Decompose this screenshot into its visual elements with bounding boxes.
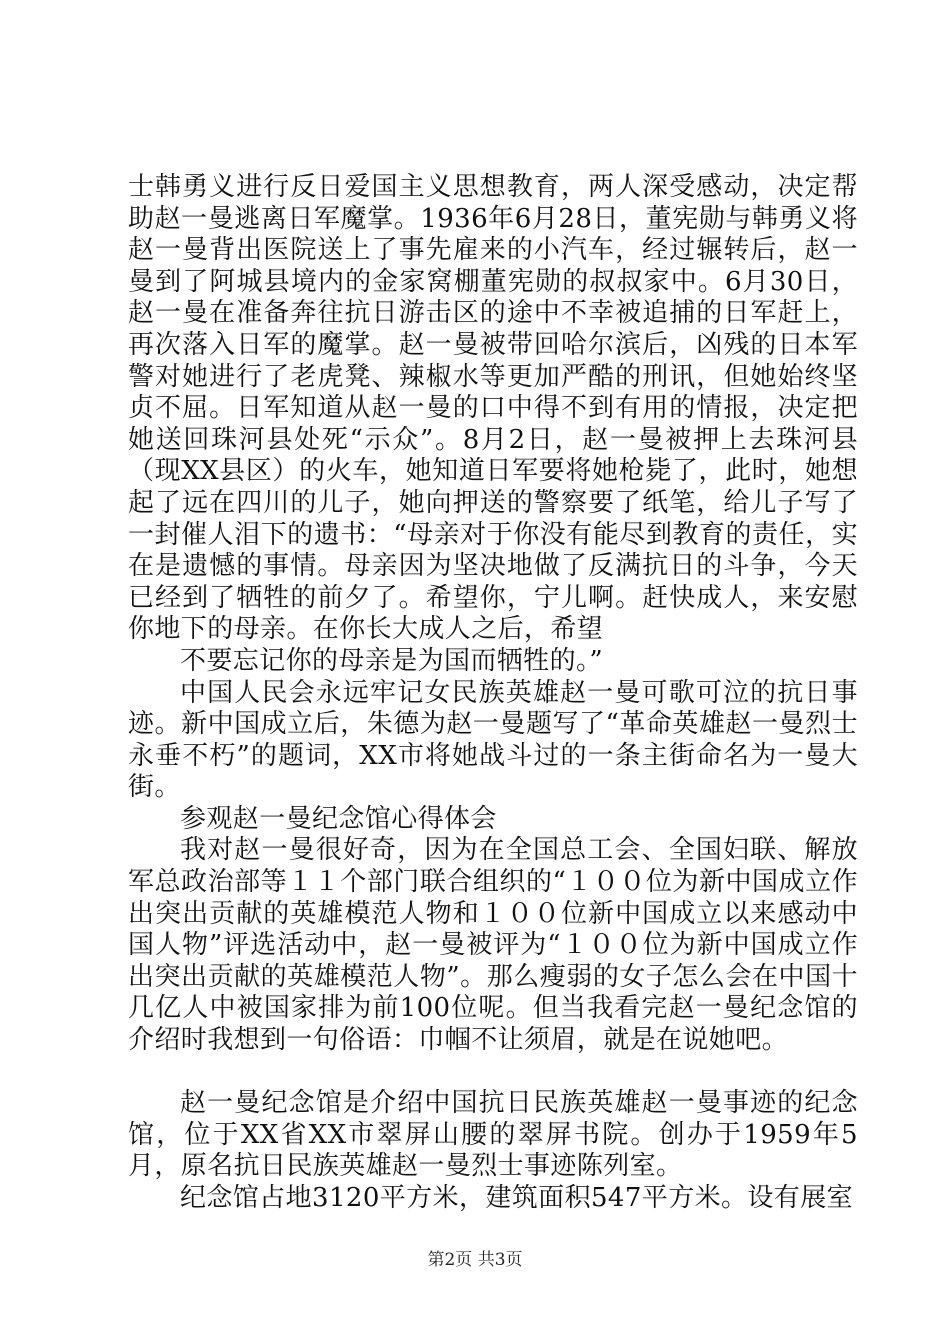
paragraph-continuation: 士韩勇义进行反日爱国主义思想教育，两人深受感动，决定帮助赵一曼逃离日军魔掌。1936年6月28日，董宪勋与韩勇义将赵一曼背出医院送上了事先雇来的小汽车，经过辗转后，赵一曼到了阿城县境内的金家窝棚董宪勋的叔叔家中。6月30日，赵一曼在准备奔往抗日游击区的途中不幸被追捕的日军赶上，再次落入日军的魔掌。赵一曼被带回哈尔滨后，凶残的日本军警对她进行了老虎凳、辣椒水等更加严酷的刑讯，但她始终坚贞不屈。日军知道从赵一曼的口中得不到有用的情报，决定把她送回珠河县处死“示众”。8月2日，赵一曼被押上去珠河县（现XX县区）的火车，她知道日军要将她枪毙了，此时，她想起了远在四川的儿子，她向押送的警察要了纸笔，给儿子写了一封催人泪下的遗书：“母亲对于你没有能尽到教育的责任，实在是遗憾的事情。母亲因为坚决地做了反满抗日的斗争，今天已经到了牺牲的前夕了。希望你，宁儿啊。赶快成人，来安慰你地下的母亲。在你长大成人之后，希望 xyxy=(128,172,858,645)
document-body xyxy=(128,172,858,1215)
section-heading: 参观赵一曼纪念馆心得体会 xyxy=(180,803,497,834)
page-footer: 第2页 共3页 xyxy=(427,1250,523,1270)
paragraph-gap xyxy=(128,1057,858,1089)
paragraph-letter-ending: 不要忘记你的母亲是为国而牺牲的。” xyxy=(180,645,604,676)
paragraph-memorial-area: 纪念馆占地3120平方米，建筑面积547平方米。设有展室 xyxy=(180,1183,853,1213)
paragraph-curiosity: 我对赵一曼很好奇，因为在全国总工会、全国妇联、解放军总政治部等１１个部门联合组织的“１００位为新中国成立作出突出贡献的英雄模范人物和１００位新中国成立以来感动中国人物”评选活动中，赵一曼被评为“１００位为新中国成立作出突出贡献的英雄模范人物”。那么瘦弱的女子怎么会在中国十几亿人中被国家排为前100位呢。但当我看完赵一曼纪念馆的介绍时我想到一句俗语：巾帼不让须眉，就是在说她吧。 xyxy=(128,835,858,1056)
paragraph-memorial-intro: 赵一曼纪念馆是介绍中国抗日民族英雄赵一曼事迹的纪念馆，位于XX省XX市翠屏山腰的翠屏书院。创办于1959年5月，原名抗日民族英雄赵一曼烈士事迹陈列室。 xyxy=(128,1088,858,1182)
paragraph-remembrance: 中国人民会永远牢记女民族英雄赵一曼可歌可泣的抗日事迹。新中国成立后，朱德为赵一曼题写了“革命英雄赵一曼烈士永垂不朽”的题词，XX市将她战斗过的一条主街命名为一曼大街。 xyxy=(128,677,858,803)
